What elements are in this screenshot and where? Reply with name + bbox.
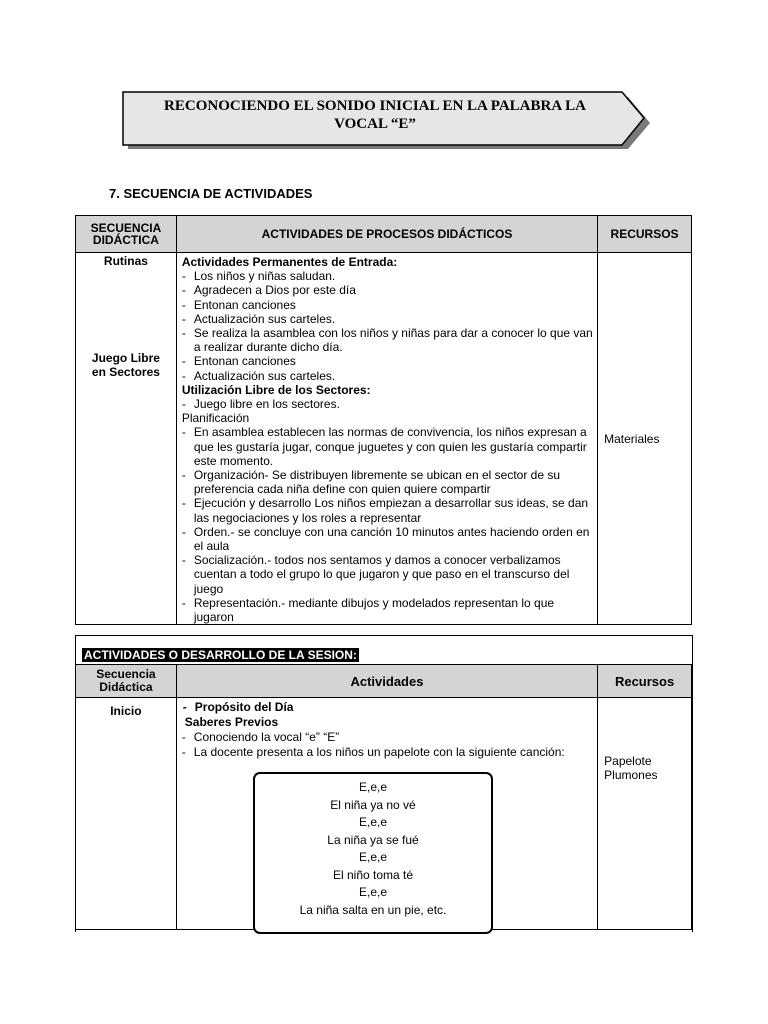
list-item: - Organización- Se distribuyen libremente se ubican en el sector de su preferencia cada niña define con quien quiere compartir xyxy=(182,468,593,496)
list-item: - Actualización sus carteles. xyxy=(182,312,593,326)
song-line: El niño toma té xyxy=(332,867,414,882)
song-line: E,e,e xyxy=(358,850,388,864)
sequence-cell xyxy=(76,253,177,625)
list-item: - Agradecen a Dios por este día xyxy=(182,283,593,297)
title-line-2: VOCAL “E” xyxy=(334,116,416,132)
label-inicio: Inicio xyxy=(76,698,177,930)
resources-cell: Papelote Plumones xyxy=(598,698,692,930)
list-item: - Orden.- se concluye con una canción 10 minutos antes haciendo orden en el aula xyxy=(182,525,593,553)
activities-table xyxy=(75,215,692,625)
permanentes-list xyxy=(182,269,593,383)
list-item: - La docente presenta a los niños un papelote con la siguiente canción: xyxy=(182,745,593,760)
list-item: - Socialización.- todos nos sentamos y damos a conocer verbalizamos cuentan a todo el grupo lo que jugaron y que paso en el transcurso del juego xyxy=(182,553,593,596)
planificacion-list xyxy=(182,425,593,624)
song-line: E,e,e xyxy=(358,780,388,794)
header-actividades: ACTIVIDADES DE PROCESOS DIDÁCTICOS xyxy=(176,216,597,253)
table-header-row xyxy=(76,216,692,253)
table-row xyxy=(76,253,692,625)
table-header-row xyxy=(76,665,692,698)
list-item: - En asamblea establecen las normas de convivencia, los niños expresan a que les gustaría jugar, conque juguetes y con quien les gustaría compartir este momento. xyxy=(182,425,593,468)
song-line: E,e,e xyxy=(358,815,388,829)
list-item: - Ejecución y desarrollo Los niños empiezan a desarrollar sus ideas, se dan las negociaciones y los roles a representar xyxy=(182,496,593,524)
proposito-list xyxy=(182,700,593,715)
planificacion-label: Planificación xyxy=(181,411,250,426)
session-title: ACTIVIDADES O DESARROLLO DE LA SESION: xyxy=(84,648,357,662)
song-line: E,e,e xyxy=(358,885,388,899)
song-line: La niña ya se fué xyxy=(327,832,419,847)
section-heading: 7. SECUENCIA DE ACTIVIDADES xyxy=(109,186,313,201)
list-item: - Propósito del Día xyxy=(183,700,593,715)
song-box xyxy=(253,772,493,934)
list-item: - Entonan canciones xyxy=(182,354,593,368)
list-item: - Entonan canciones xyxy=(182,298,593,312)
sectores-list xyxy=(182,397,593,411)
saberes-heading: Saberes Previos xyxy=(184,715,279,729)
activities-cell xyxy=(176,253,597,625)
inicio-list xyxy=(182,730,593,760)
song-line: El niña ya no vé xyxy=(330,797,416,812)
label-rutinas: Rutinas xyxy=(103,254,148,268)
label-juego-libre: Juego Libre en Sectores xyxy=(91,351,160,379)
header-secuencia: SECUENCIA DIDÁCTICA xyxy=(76,216,177,253)
list-item: - Representación.- mediante dibujos y modelados representan lo que jugaron xyxy=(182,596,593,624)
header-recursos: Recursos xyxy=(598,665,692,698)
header-secuencia: Secuencia Didáctica xyxy=(76,665,177,698)
title-line-1: RECONOCIENDO EL SONIDO INICIAL EN LA PALABRA LA xyxy=(164,98,586,114)
list-item: - Actualización sus carteles. xyxy=(182,369,593,383)
page-title xyxy=(140,97,610,133)
header-recursos: RECURSOS xyxy=(598,216,692,253)
permanentes-heading: Actividades Permanentes de Entrada: xyxy=(181,255,398,269)
list-item: - Se realiza la asamblea con los niños y niñas para dar a conocer lo que van a realizar durante dicho día. xyxy=(182,326,593,354)
list-item: - Conociendo la vocal “e” “E” xyxy=(182,730,593,745)
sectores-heading: Utilización Libre de los Sectores: xyxy=(181,382,371,397)
title-banner xyxy=(122,91,652,151)
list-item: - Los niños y niñas saludan. xyxy=(182,269,593,283)
song-line: La niña salta en un pie, etc. xyxy=(299,902,447,917)
resources-cell: Materiales xyxy=(598,253,692,625)
list-item: - Juego libre en los sectores. xyxy=(182,397,593,411)
header-actividades: Actividades xyxy=(176,665,597,698)
